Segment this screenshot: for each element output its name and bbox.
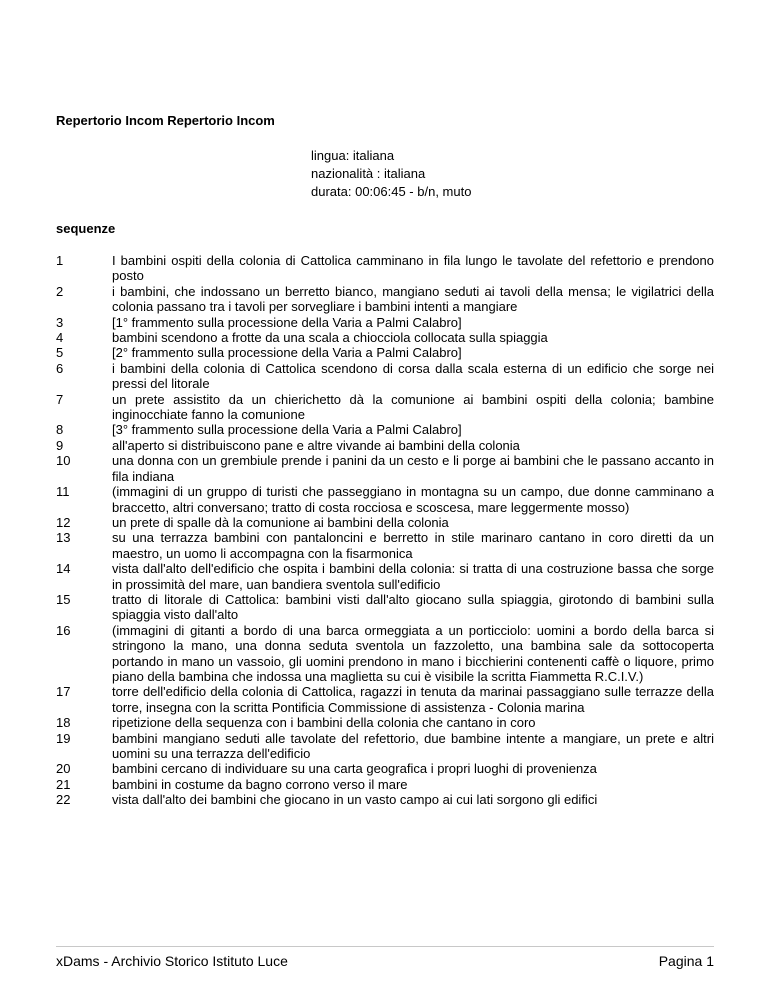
language-field: lingua: italiana (311, 148, 395, 163)
sequence-number: 11 (56, 484, 70, 500)
sequence-description: all'aperto si distribuiscono pane e altre vivande ai bambini della colonia (112, 437, 520, 453)
sequence-description: bambini mangiano seduti alle tavolate del refettorio, due bambine intente a mangiare, un prete e altri uomini su una terrazza dell'edificio (112, 730, 714, 761)
sequence-row (56, 453, 714, 484)
sequence-description: una donna con un grembiule prende i panini da un cesto e li porge ai bambini che le passano accanto in fila indiana (112, 453, 714, 484)
sequence-row (56, 361, 714, 392)
sequence-row (56, 623, 714, 685)
sequence-description: un prete di spalle dà la comunione ai bambini della colonia (112, 514, 449, 530)
sequence-number: 17 (56, 684, 71, 700)
sequence-row (56, 515, 714, 530)
sequence-description: vista dall'alto dei bambini che giocano in un vasto campo ai cui lati sorgono gli edifici (112, 792, 598, 808)
sequence-number: 12 (56, 514, 71, 530)
sequence-number: 15 (56, 591, 71, 607)
sequence-row (56, 315, 714, 330)
sequence-description: su una terrazza bambini con pantaloncini e berretto in stile marinaro cantano in coro diretti da un maestro, un uomo li accompagna con la fisarmonica (112, 530, 714, 561)
sequence-number: 6 (56, 360, 64, 376)
sequence-row (56, 684, 714, 715)
sequence-number: 22 (56, 792, 71, 808)
footer-divider (56, 946, 714, 947)
sequence-number: 20 (56, 761, 71, 777)
sequence-description: vista dall'alto dell'edificio che ospita i bambini della colonia: si tratta di una costruzione bassa che sorge in prossimità del mare, uan bandiera sventola sull'edificio (112, 561, 714, 592)
sequence-description: [2° frammento sulla processione della Varia a Palmi Calabro] (112, 345, 462, 361)
sequence-description: bambini cercano di individuare su una carta geografica i propri luoghi di provenienza (112, 761, 597, 777)
sequence-row (56, 761, 714, 776)
sequence-row (56, 777, 714, 792)
sequence-row (56, 330, 714, 345)
nationality-field: nazionalità : italiana (311, 166, 426, 181)
sequence-row (56, 731, 714, 762)
sequence-row (56, 253, 714, 284)
duration-field: durata: 00:06:45 - b/n, muto (311, 184, 472, 199)
sequence-description: tratto di litorale di Cattolica: bambini visti dall'alto giocano sulla spiaggia, girotondo di bambini sulla spiaggia visto dall'alto (112, 591, 714, 623)
sequence-number: 3 (56, 314, 64, 330)
sequence-description: (immagini di gitanti a bordo di una barca ormeggiata a un porticciolo: uomini a bordo della barca si stringono la mano, una donna seduta sventola un fazzoletto, una bambina sale da sottocoperta portando in mano un vassoio, gli uomini prendono in mano i bicchierini contenenti caffè o liquore, primo piano della bambina che indossa una maglietta su cui è visibile la scritta Fiammetta R.C.I.V.) (112, 622, 714, 684)
sequence-number: 5 (56, 345, 64, 361)
sequence-description: (immagini di un gruppo di turisti che passeggiano in montagna su un campo, due donne camminano a braccetto, altri conversano; tratto di costa rocciosa e scoscesa, mare leggermente mosso) (112, 484, 714, 515)
sequence-row (56, 422, 714, 437)
footer-source: xDams - Archivio Storico Istituto Luce (56, 953, 288, 969)
sequence-description: [1° frammento sulla processione della Varia a Palmi Calabro] (112, 314, 462, 330)
sequence-number: 14 (56, 561, 71, 577)
sequence-number: 4 (56, 330, 64, 346)
sequence-number: 2 (56, 283, 64, 299)
sequence-number: 7 (56, 391, 64, 407)
sequence-description: I bambini ospiti della colonia di Cattolica camminano in fila lungo le tavolate del refettorio e prendono posto (112, 253, 714, 284)
sequence-description: [3° frammento sulla processione della Varia a Palmi Calabro] (112, 422, 462, 438)
sequence-number: 18 (56, 715, 71, 731)
sequence-number: 21 (56, 776, 71, 792)
sequence-row (56, 484, 714, 515)
sequence-description: un prete assistito da un chierichetto dà la comunione ai bambini ospiti della colonia; bambine inginocchiate fanno la comunione (112, 391, 714, 423)
sequence-row (56, 792, 714, 807)
sequence-number: 8 (56, 422, 64, 438)
sequence-description: torre dell'edificio della colonia di Cattolica, ragazzi in tenuta da marinai passaggiano sulle terrazze della torre, insegna con la scritta Pontificia Commissione di assistenza - Colonia marina (112, 684, 714, 715)
sequence-row (56, 438, 714, 453)
sequence-number: 13 (56, 530, 71, 546)
sequence-row (56, 561, 714, 592)
document-title: Repertorio Incom Repertorio Incom (56, 113, 275, 128)
sequence-list (56, 253, 714, 808)
sequence-number: 1 (56, 253, 64, 268)
sequence-row (56, 392, 714, 423)
sequence-number: 9 (56, 437, 64, 453)
sequence-number: 19 (56, 730, 71, 746)
metadata-block (311, 148, 471, 202)
sequence-description: i bambini della colonia di Cattolica scendono di corsa dalla scala esterna di un edificio che sorge nei pressi del litorale (112, 360, 714, 392)
sequence-description: ripetizione della sequenza con i bambini della colonia che cantano in coro (112, 715, 536, 731)
sequence-number: 16 (56, 622, 71, 638)
page-number: Pagina 1 (658, 953, 714, 969)
sequence-row (56, 530, 714, 561)
sequence-description: bambini scendono a frotte da una scala a chiocciola collocata sulla spiaggia (112, 330, 548, 346)
sequence-row (56, 284, 714, 315)
sequences-heading: sequenze (56, 221, 116, 236)
sequence-description: i bambini, che indossano un berretto bianco, mangiano seduti ai tavoli della mensa; le vigilatrici della colonia passano tra i tavoli per sorvegliare i bambini intenti a mangiare (112, 283, 714, 315)
sequence-row (56, 715, 714, 730)
sequence-description: bambini in costume da bagno corrono verso il mare (112, 776, 408, 792)
sequence-number: 10 (56, 453, 71, 469)
sequence-row (56, 592, 714, 623)
sequence-row (56, 345, 714, 360)
